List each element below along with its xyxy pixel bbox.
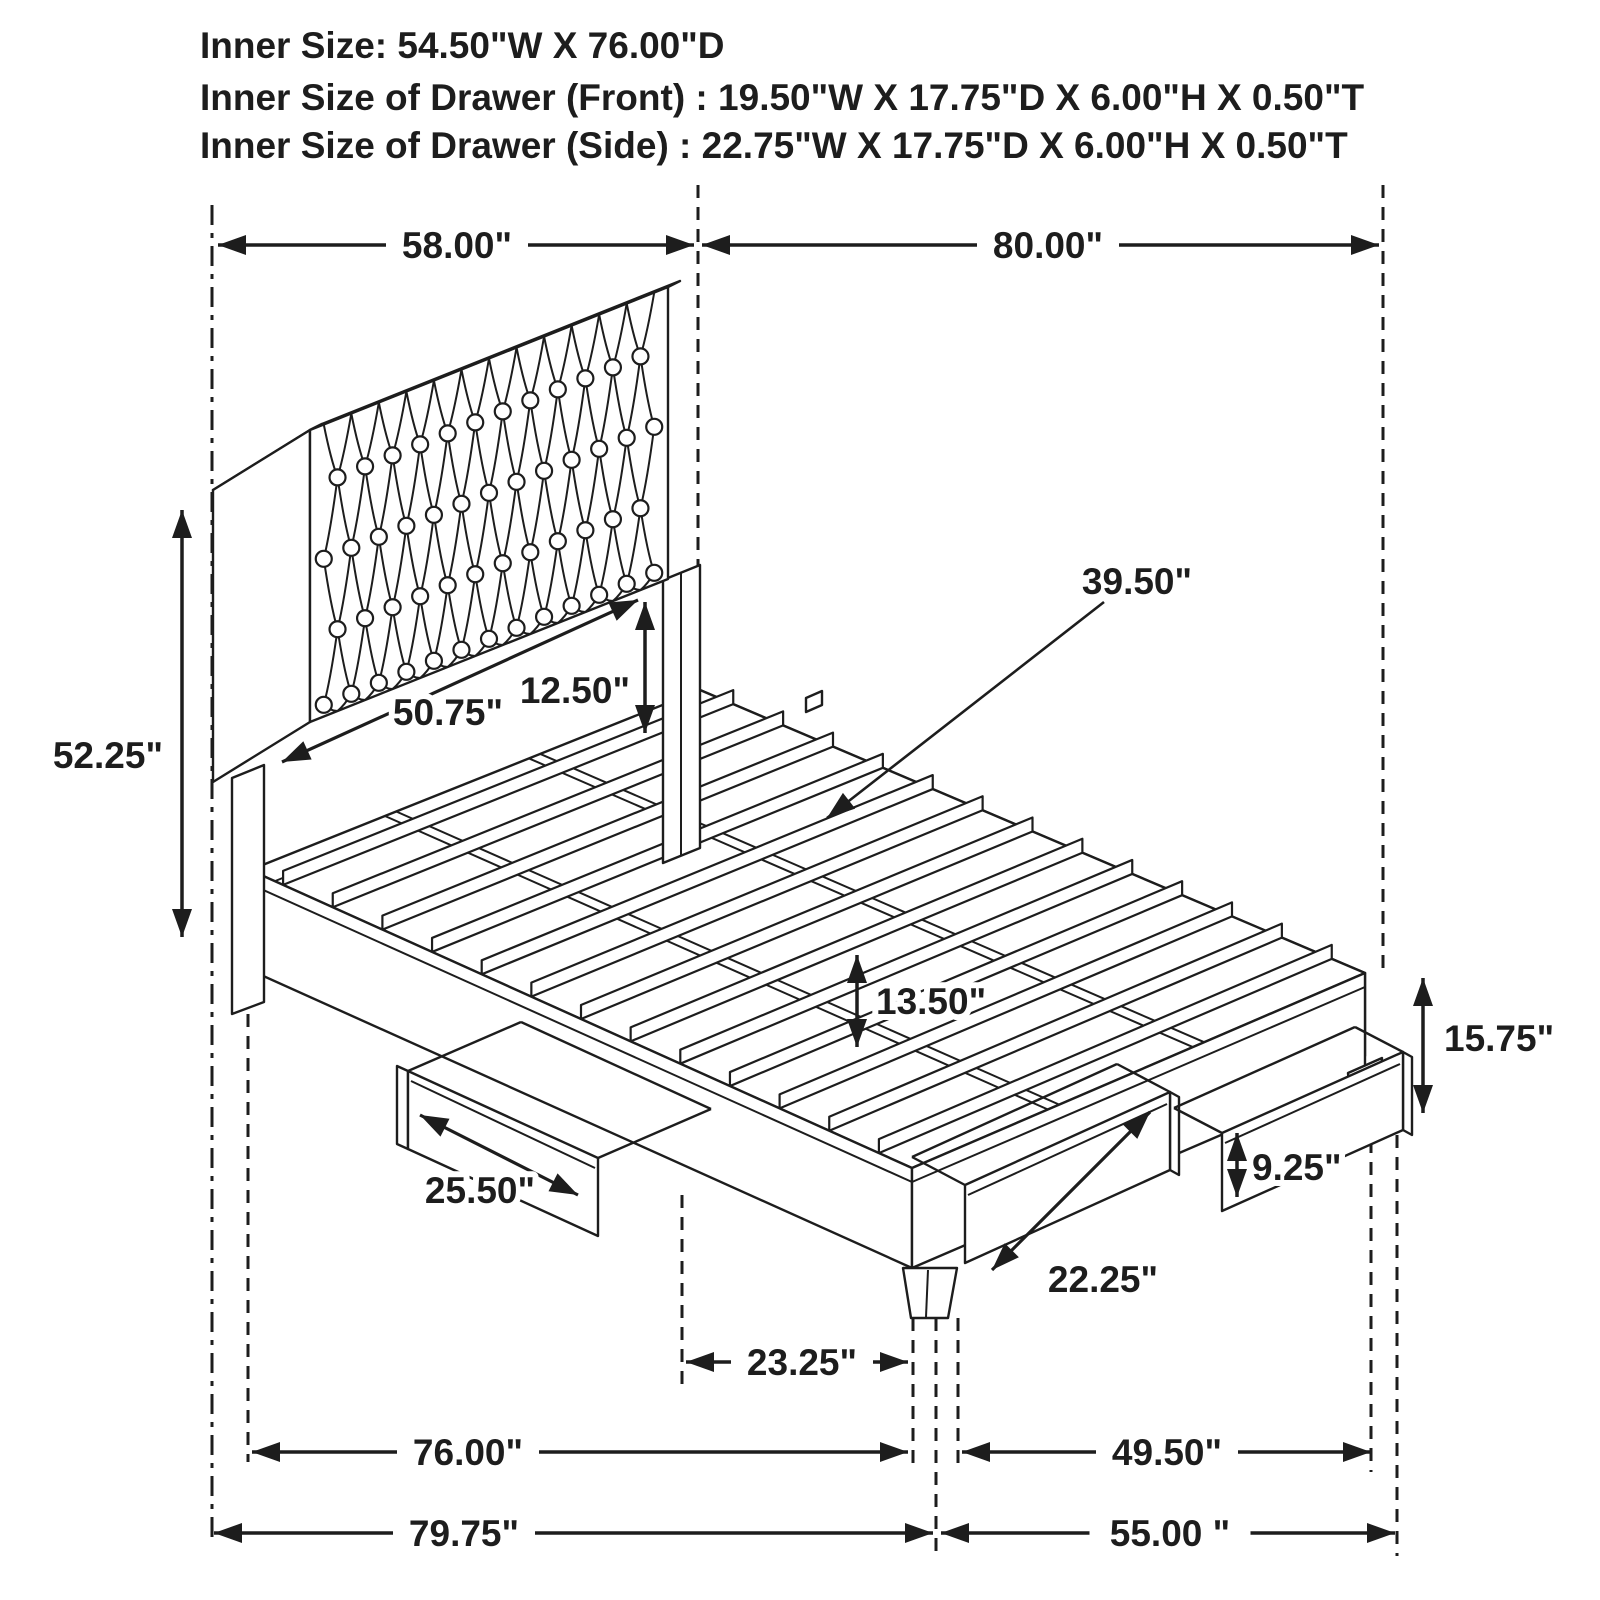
tuft-button xyxy=(536,463,552,479)
tuft-button xyxy=(591,441,607,457)
drawer-side-sliver xyxy=(1403,1052,1412,1135)
arrowhead xyxy=(702,235,730,255)
dimension-foot-width-overall-label: 55.00 " xyxy=(1109,1513,1231,1554)
tuft-button xyxy=(398,518,414,534)
tuft-button xyxy=(564,598,580,614)
arrowhead xyxy=(686,1352,714,1372)
tuft-button xyxy=(605,511,621,527)
tuft-button xyxy=(509,620,525,636)
tuft-button xyxy=(440,577,456,593)
tuft-button xyxy=(357,610,373,626)
drawer-front-spec: Inner Size of Drawer (Front) : 19.50"W X 17.75"D X 6.00"H X 0.50"T xyxy=(200,77,1365,118)
dimension-inner-length-label: 76.00" xyxy=(412,1432,524,1473)
dimension-slat-width xyxy=(827,602,1104,818)
arrowhead xyxy=(214,1523,242,1543)
tuft-button xyxy=(467,566,483,582)
arrowhead xyxy=(172,909,192,937)
tuft-button xyxy=(522,544,538,560)
headboard-front xyxy=(310,287,668,722)
arrowhead xyxy=(880,1352,908,1372)
arrowhead xyxy=(1367,1523,1395,1543)
tuft-button xyxy=(385,599,401,615)
arrowhead xyxy=(880,1442,908,1462)
tuft-button xyxy=(467,414,483,430)
tuft-button xyxy=(605,359,621,375)
dimension-headboard-width-label: 58.00" xyxy=(401,225,513,266)
tuft-button xyxy=(385,447,401,463)
arrowhead xyxy=(608,600,638,621)
drawer-side-spec: Inner Size of Drawer (Side) : 22.75"W X 17.75"D X 6.00"H X 0.50"T xyxy=(200,125,1348,166)
rail-bracket xyxy=(806,691,822,712)
dimension-headboard-to-rail-gap-label: 12.50" xyxy=(519,670,630,711)
tuft-button xyxy=(591,587,607,603)
arrowhead xyxy=(905,1523,933,1543)
tuft-button xyxy=(646,419,662,435)
dimension-side-drawer-width-label: 25.50" xyxy=(424,1170,536,1211)
tuft-button xyxy=(522,392,538,408)
tuft-button xyxy=(343,540,359,556)
tuft-button xyxy=(316,697,332,713)
arrowhead xyxy=(962,1442,990,1462)
dimension-platform-height-label: 13.50" xyxy=(876,981,987,1022)
tuft-button xyxy=(398,664,414,680)
arrowhead xyxy=(635,602,655,630)
tuft-button xyxy=(495,403,511,419)
tuft-button xyxy=(509,474,525,490)
tuft-button xyxy=(440,425,456,441)
dimension-side-rail-height-label: 15.75" xyxy=(1444,1018,1555,1059)
tuft-button xyxy=(646,565,662,581)
tuft-button xyxy=(453,642,469,658)
tuft-button xyxy=(426,653,442,669)
arrowhead xyxy=(941,1523,969,1543)
drawer-side-sliver xyxy=(397,1066,408,1149)
tuft-button xyxy=(577,522,593,538)
tuft-button xyxy=(550,381,566,397)
arrowhead xyxy=(1413,1085,1433,1113)
arrowhead xyxy=(1351,235,1379,255)
tuft-button xyxy=(536,609,552,625)
arrowhead xyxy=(1413,978,1433,1006)
tuft-button xyxy=(619,430,635,446)
arrowhead xyxy=(172,510,192,538)
tuft-button xyxy=(330,621,346,637)
tuft-button xyxy=(412,588,428,604)
tuft-button xyxy=(426,507,442,523)
headboard-side-panel xyxy=(213,430,310,782)
inner-size-spec: Inner Size: 54.50"W X 76.00"D xyxy=(200,25,725,66)
tuft-button xyxy=(343,686,359,702)
dimension-headboard-panel-width-label: 50.75" xyxy=(392,692,504,733)
dimension-foot-section-width-label: 49.50" xyxy=(1111,1432,1223,1473)
arrowhead xyxy=(252,1442,280,1462)
tuft-button xyxy=(371,675,387,691)
tuft-button xyxy=(316,551,332,567)
arrowhead xyxy=(282,741,312,762)
front-left-leg xyxy=(903,1268,957,1318)
dimension-frame-length-label: 80.00" xyxy=(992,225,1104,266)
dimension-leg-inset-label: 23.25" xyxy=(746,1342,858,1383)
dimension-drawer-front-height-label: 9.25" xyxy=(1252,1147,1342,1188)
tuft-button xyxy=(577,370,593,386)
tuft-button xyxy=(371,529,387,545)
dimension-outer-length-label: 79.75" xyxy=(408,1513,520,1554)
tuft-button xyxy=(412,436,428,452)
tuft-button xyxy=(495,555,511,571)
tuft-button xyxy=(481,631,497,647)
tuft-button xyxy=(619,576,635,592)
tuft-button xyxy=(453,496,469,512)
tuft-button xyxy=(564,452,580,468)
tuft-button xyxy=(550,533,566,549)
tuft-button xyxy=(632,348,648,364)
arrowhead xyxy=(1343,1442,1371,1462)
dimension-headboard-height-label: 52.25" xyxy=(52,735,163,776)
dimension-slat-width-label: 39.50" xyxy=(1081,561,1193,602)
headboard-left-leg xyxy=(232,765,264,1014)
dimension-front-drawer-width-label: 22.25" xyxy=(1047,1259,1159,1300)
tuft-button xyxy=(330,469,346,485)
arrowhead xyxy=(666,235,694,255)
tuft-button xyxy=(632,500,648,516)
tuft-button xyxy=(357,458,373,474)
drawer-side-sliver xyxy=(1170,1092,1179,1175)
tuft-button xyxy=(481,485,497,501)
arrowhead xyxy=(218,235,246,255)
